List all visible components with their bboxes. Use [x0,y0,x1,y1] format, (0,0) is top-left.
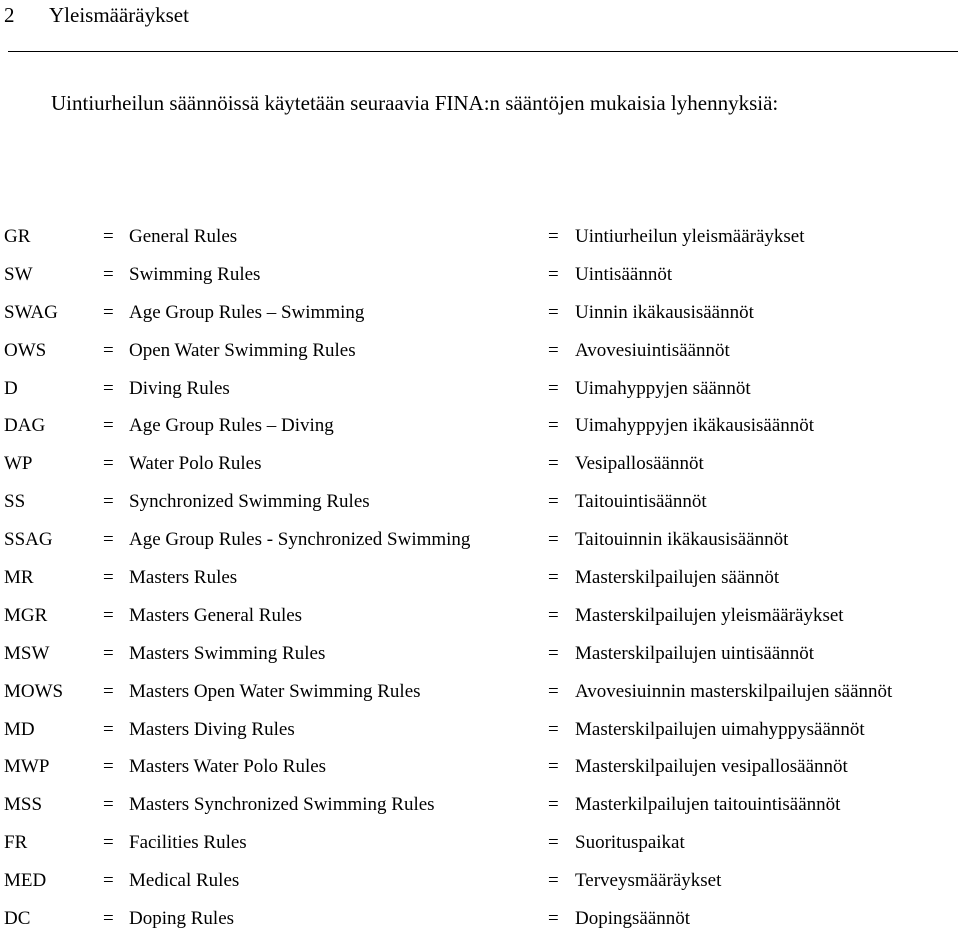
equals-sign: = [103,491,114,513]
equals-sign: = [548,832,559,854]
abbreviation-row [0,294,960,332]
equals-sign: = [548,870,559,892]
equals-sign: = [548,226,559,247]
equals-sign: = [548,604,559,626]
abbreviation: MOWS [4,680,64,702]
heading-underline [8,51,958,52]
abbreviation-row [0,370,960,408]
equals-sign: = [103,377,114,399]
english-name: Facilities Rules [129,832,247,854]
equals-sign: = [103,680,114,702]
abbreviation: OWS [4,339,47,361]
equals-sign: = [103,567,114,589]
equals-sign: = [103,718,114,740]
english-name: Medical Rules [129,870,240,892]
english-name: Masters Synchronized Swimming Rules [129,794,435,816]
english-name: Masters Open Water Swimming Rules [129,680,421,702]
abbreviation-row [0,824,960,862]
intro-paragraph: Uintiurheilun säännöissä käytetään seuraavia FINA:n sääntöjen mukaisia lyhennyksiä: [51,91,779,115]
english-name: Masters General Rules [129,604,303,626]
equals-sign: = [548,529,559,551]
english-name: Masters Swimming Rules [129,642,326,664]
english-name: Swimming Rules [129,263,261,285]
abbreviation: DAG [4,415,46,437]
equals-sign: = [548,415,559,437]
equals-sign: = [548,756,559,778]
abbreviation: MD [4,718,35,740]
finnish-name: Uinnin ikäkausisäännöt [575,301,754,323]
english-name: Age Group Rules - Synchronized Swimming [129,529,471,551]
english-name: Masters Rules [129,567,238,589]
equals-sign: = [103,415,114,437]
equals-sign: = [548,491,559,513]
abbreviation-row [0,445,960,483]
finnish-name: Vesipallosäännöt [575,453,704,475]
finnish-name: Avovesiuinnin masterskilpailujen säännöt [575,680,893,702]
abbreviation-row [0,483,960,521]
abbreviation: GR [4,226,31,247]
abbreviation: SW [4,263,33,285]
section-title: Yleismääräykset [49,3,189,27]
equals-sign: = [548,301,559,323]
abbreviation-row [0,673,960,711]
equals-sign: = [103,453,114,475]
equals-sign: = [548,453,559,475]
english-name: Diving Rules [129,377,230,399]
equals-sign: = [103,604,114,626]
equals-sign: = [103,794,114,816]
finnish-name: Uintisäännöt [575,263,673,285]
abbreviation-row [0,635,960,673]
equals-sign: = [103,642,114,664]
finnish-name: Suorituspaikat [575,832,685,854]
equals-sign: = [103,301,114,323]
section-heading [4,0,189,30]
english-name: Masters Water Polo Rules [129,756,327,778]
equals-sign: = [548,908,559,930]
equals-sign: = [103,263,114,285]
english-name: Masters Diving Rules [129,718,295,740]
equals-sign: = [548,680,559,702]
finnish-name: Avovesiuintisäännöt [575,339,730,361]
equals-sign: = [548,263,559,285]
abbreviation: FR [4,832,28,854]
abbreviation: MR [4,567,34,589]
abbreviation-row [0,786,960,824]
equals-sign: = [548,377,559,399]
finnish-name: Masterskilpailujen säännöt [575,567,780,589]
abbreviation-row [0,711,960,749]
english-name: Water Polo Rules [129,453,262,475]
english-name: Age Group Rules – Swimming [129,301,365,323]
abbreviation-row [0,256,960,294]
equals-sign: = [548,794,559,816]
abbreviation-row [0,862,960,900]
abbreviation-row [0,332,960,370]
finnish-name: Masterskilpailujen uintisäännöt [575,642,815,664]
english-name: Synchronized Swimming Rules [129,491,370,513]
equals-sign: = [548,567,559,589]
equals-sign: = [103,529,114,551]
equals-sign: = [548,339,559,361]
finnish-name: Masterskilpailujen uimahyppysäännöt [575,718,865,740]
abbreviation-row [0,521,960,559]
equals-sign: = [548,642,559,664]
abbreviation-row [0,597,960,635]
abbreviation: SSAG [4,529,53,551]
equals-sign: = [103,870,114,892]
abbreviation: WP [4,453,33,475]
english-name: General Rules [129,226,238,247]
finnish-name: Taitouinnin ikäkausisäännöt [575,529,789,551]
equals-sign: = [103,832,114,854]
equals-sign: = [103,756,114,778]
finnish-name: Uintiurheilun yleismääräykset [575,226,805,247]
abbreviation: D [4,377,18,399]
english-name: Age Group Rules – Diving [129,415,334,437]
finnish-name: Masterkilpailujen taitouintisäännöt [575,794,841,816]
section-number: 2 [4,3,15,27]
abbreviation-row [0,407,960,445]
abbreviation-row [0,900,960,938]
abbreviation: SS [4,491,26,513]
finnish-name: Taitouintisäännöt [575,491,707,513]
abbreviation-row [0,559,960,597]
finnish-name: Uimahyppyjen ikäkausisäännöt [575,415,815,437]
abbreviation-row [0,748,960,786]
abbreviation-row [0,218,960,256]
abbreviation: DC [4,908,31,930]
abbreviation: MWP [4,756,50,778]
finnish-name: Terveysmääräykset [575,870,722,892]
abbreviation-list [0,218,960,938]
abbreviation: MGR [4,604,48,626]
abbreviation: MSW [4,642,50,664]
equals-sign: = [548,718,559,740]
abbreviation: MSS [4,794,43,816]
equals-sign: = [103,339,114,361]
equals-sign: = [103,226,114,247]
abbreviation: SWAG [4,301,58,323]
abbreviation: MED [4,870,47,892]
finnish-name: Dopingsäännöt [575,908,691,930]
english-name: Open Water Swimming Rules [129,339,356,361]
finnish-name: Uimahyppyjen säännöt [575,377,751,399]
finnish-name: Masterskilpailujen yleismääräykset [575,604,844,626]
english-name: Doping Rules [129,908,235,930]
finnish-name: Masterskilpailujen vesipallosäännöt [575,756,848,778]
equals-sign: = [103,908,114,930]
